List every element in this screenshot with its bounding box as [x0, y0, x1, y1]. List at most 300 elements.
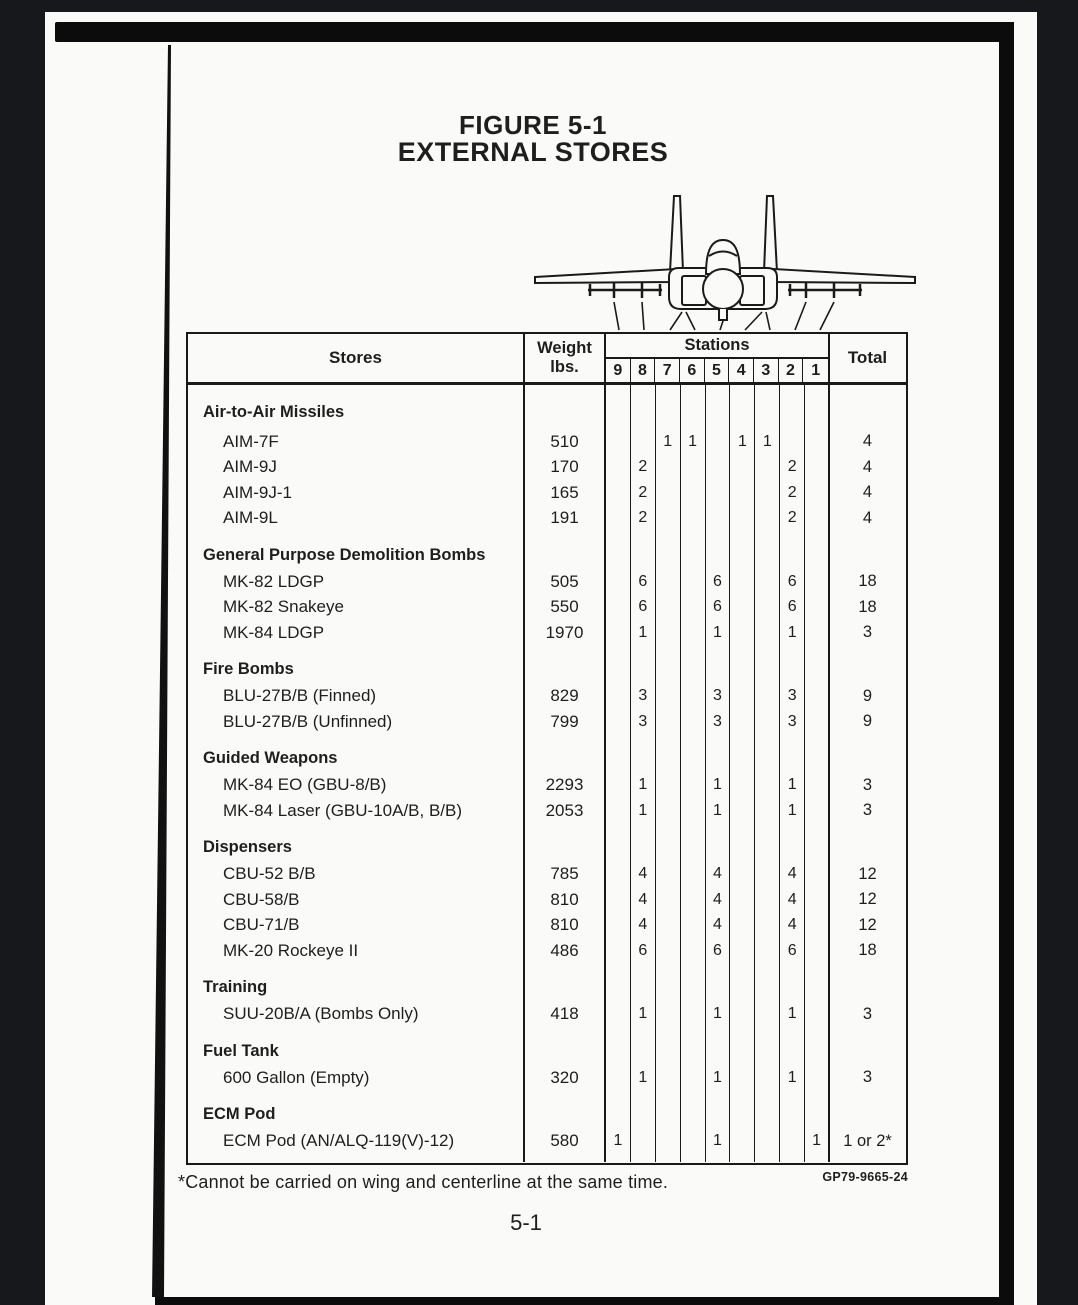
station-cell — [681, 1065, 706, 1091]
total-cell — [830, 385, 905, 429]
station-cell: 6 — [631, 595, 656, 621]
station-cell — [730, 684, 755, 710]
station-cell — [730, 569, 755, 595]
station-cell: 4 — [780, 913, 805, 939]
station-cell — [730, 531, 755, 569]
weight-header-line2: lbs. — [550, 358, 579, 376]
station-cell — [606, 595, 631, 621]
station-cell — [805, 595, 830, 621]
station-cell: 1 — [706, 1065, 731, 1091]
station-cell — [606, 385, 631, 429]
station-cell — [606, 1002, 631, 1028]
station-column-header: 1 — [811, 361, 821, 379]
station-cell — [805, 773, 830, 799]
category-label: Air-to-Air Missiles — [188, 385, 525, 429]
store-item-row — [188, 620, 906, 646]
station-cell — [755, 824, 780, 862]
station-cell — [606, 1065, 631, 1091]
total-cell — [830, 1027, 905, 1065]
station-cell — [755, 862, 780, 888]
store-item-row — [188, 429, 906, 455]
weight-cell — [525, 1027, 606, 1065]
station-cell — [681, 506, 706, 532]
station-cell — [805, 824, 830, 862]
stores-column-header: Stores — [188, 334, 525, 382]
station-cell: 2 — [631, 480, 656, 506]
station-cell — [805, 862, 830, 888]
station-cell — [656, 862, 681, 888]
category-row — [188, 964, 906, 1002]
station-cell — [780, 429, 805, 455]
station-cell — [805, 531, 830, 569]
station-cell — [681, 964, 706, 1002]
station-cell — [656, 938, 681, 964]
station-cell: 1 — [805, 1129, 830, 1155]
station-cell — [805, 385, 830, 429]
station-cell — [656, 1002, 681, 1028]
total-cell: 9 — [862, 686, 873, 705]
station-cell: 1 — [780, 773, 805, 799]
store-label: AIM-9J-1 — [188, 480, 525, 506]
category-label: Training — [188, 964, 525, 1002]
station-cell — [681, 595, 706, 621]
station-cell — [755, 1154, 780, 1162]
weight-cell: 1970 — [525, 620, 606, 646]
store-item-row — [188, 506, 906, 532]
category-row — [188, 646, 906, 684]
station-cell — [755, 1129, 780, 1155]
station-cell — [706, 1027, 731, 1065]
station-cell — [681, 620, 706, 646]
total-cell — [830, 735, 905, 773]
station-cell: 1 — [631, 773, 656, 799]
station-cell: 4 — [780, 887, 805, 913]
station-cell — [681, 938, 706, 964]
weight-cell: 510 — [525, 429, 606, 455]
category-row — [188, 735, 906, 773]
station-cell — [706, 1154, 731, 1162]
weight-column-header — [525, 334, 606, 382]
store-label: ECM Pod (AN/ALQ-119(V)-12) — [188, 1129, 525, 1155]
figure-title — [180, 112, 886, 166]
station-cell — [805, 964, 830, 1002]
weight-cell: 2053 — [525, 798, 606, 824]
station-column-header: 8 — [631, 359, 656, 382]
station-column-header: 9 — [606, 359, 631, 382]
station-cell — [755, 887, 780, 913]
station-cell — [656, 595, 681, 621]
station-cell — [780, 1027, 805, 1065]
total-cell: 3 — [862, 1004, 873, 1023]
station-cell — [805, 735, 830, 773]
station-cell — [656, 569, 681, 595]
weight-header-line1: Weight — [537, 339, 592, 357]
station-cell — [730, 506, 755, 532]
total-cell: 12 — [858, 915, 877, 934]
footnote: *Cannot be carried on wing and centerline at the same time. — [178, 1172, 669, 1192]
station-cell — [805, 1002, 830, 1028]
table-body — [188, 385, 906, 1162]
store-label: CBU-71/B — [188, 913, 525, 939]
station-cell: 1 — [780, 1065, 805, 1091]
station-cell — [656, 1129, 681, 1155]
category-label: Dispensers — [188, 824, 525, 862]
store-label: MK-82 Snakeye — [188, 595, 525, 621]
total-cell: 12 — [858, 864, 877, 883]
scan-edge-right — [999, 22, 1014, 1305]
weight-cell — [525, 1091, 606, 1129]
station-cell — [730, 735, 755, 773]
total-cell: 9 — [862, 712, 873, 731]
store-label: MK-84 EO (GBU-8/B) — [188, 773, 525, 799]
station-cell — [755, 913, 780, 939]
station-cell — [606, 429, 631, 455]
station-cell: 1 — [631, 1002, 656, 1028]
store-item-row — [188, 1129, 906, 1155]
stations-column-group-header — [606, 334, 830, 382]
station-cell — [730, 824, 755, 862]
station-cell — [730, 1065, 755, 1091]
category-row — [188, 1091, 906, 1129]
station-cell — [606, 938, 631, 964]
station-cell: 3 — [631, 684, 656, 710]
station-cell: 1 — [706, 1129, 731, 1155]
stations-header-label: Stations — [606, 334, 828, 359]
station-cell — [656, 1154, 681, 1162]
store-item-row — [188, 913, 906, 939]
station-cell — [656, 735, 681, 773]
station-cell — [656, 798, 681, 824]
station-cell — [656, 385, 681, 429]
station-cell — [805, 429, 830, 455]
station-cell — [606, 569, 631, 595]
scan-edge-bottom — [155, 1297, 1010, 1305]
station-cell — [681, 480, 706, 506]
total-cell: 18 — [858, 597, 877, 616]
total-cell: 12 — [858, 890, 877, 909]
category-row — [188, 385, 906, 429]
weight-cell: 170 — [525, 455, 606, 481]
station-cell — [681, 1129, 706, 1155]
station-cell — [805, 1091, 830, 1129]
category-label: Guided Weapons — [188, 735, 525, 773]
station-cell — [656, 824, 681, 862]
station-cell: 6 — [780, 938, 805, 964]
station-cell: 3 — [780, 684, 805, 710]
station-cell — [656, 684, 681, 710]
weight-cell: 2293 — [525, 773, 606, 799]
station-cell — [606, 455, 631, 481]
weight-cell — [525, 385, 606, 429]
document-control-number: GP79-9665-24 — [822, 1170, 908, 1184]
weight-cell — [525, 531, 606, 569]
station-column-header: 3 — [754, 359, 779, 382]
station-cell — [706, 735, 731, 773]
station-cell — [606, 1154, 631, 1162]
store-label: BLU-27B/B (Finned) — [188, 684, 525, 710]
category-label: General Purpose Demolition Bombs — [188, 531, 525, 569]
station-cell — [730, 1002, 755, 1028]
station-cell: 1 — [631, 1065, 656, 1091]
station-cell — [681, 455, 706, 481]
store-item-row — [188, 569, 906, 595]
weight-cell: 580 — [525, 1129, 606, 1155]
station-cell — [805, 480, 830, 506]
station-cell — [656, 620, 681, 646]
station-cell — [730, 620, 755, 646]
store-item-row — [188, 862, 906, 888]
station-cell: 1 — [706, 773, 731, 799]
station-cell — [681, 1091, 706, 1129]
station-cell — [730, 913, 755, 939]
station-cell — [780, 646, 805, 684]
station-cell — [606, 531, 631, 569]
station-cell — [681, 569, 706, 595]
station-cell — [805, 646, 830, 684]
station-cell — [805, 569, 830, 595]
store-label: MK-20 Rockeye II — [188, 938, 525, 964]
station-cell — [606, 913, 631, 939]
station-cell — [755, 595, 780, 621]
station-cell — [730, 964, 755, 1002]
station-cell — [755, 798, 780, 824]
station-cell — [755, 385, 780, 429]
station-cell: 3 — [706, 684, 731, 710]
station-cell — [755, 531, 780, 569]
station-cell — [681, 913, 706, 939]
station-cell — [730, 773, 755, 799]
station-cell — [805, 938, 830, 964]
station-cell — [681, 798, 706, 824]
station-cell — [631, 1154, 656, 1162]
station-cell — [606, 798, 631, 824]
weight-cell: 505 — [525, 569, 606, 595]
station-column-header: 7 — [655, 359, 680, 382]
station-cell — [631, 531, 656, 569]
page-number: 5-1 — [510, 1210, 542, 1235]
store-label: CBU-58/B — [188, 887, 525, 913]
station-cell — [606, 620, 631, 646]
station-cell — [706, 506, 731, 532]
station-cell: 4 — [631, 862, 656, 888]
weight-cell — [525, 824, 606, 862]
station-cell — [656, 1027, 681, 1065]
station-cell — [730, 595, 755, 621]
station-cell: 4 — [780, 862, 805, 888]
station-cell: 1 — [681, 429, 706, 455]
station-cell — [681, 1002, 706, 1028]
store-item-row — [188, 1065, 906, 1091]
station-cell — [755, 709, 780, 735]
store-item-row — [188, 1002, 906, 1028]
weight-cell: 785 — [525, 862, 606, 888]
total-cell: 4 — [862, 508, 873, 527]
station-cell — [730, 480, 755, 506]
station-cell — [631, 1091, 656, 1129]
stores-cell — [188, 1154, 525, 1162]
station-cell — [755, 684, 780, 710]
station-cell — [606, 862, 631, 888]
station-cell — [755, 506, 780, 532]
station-cell: 6 — [780, 595, 805, 621]
station-cell — [631, 824, 656, 862]
station-cell: 1 — [631, 620, 656, 646]
station-cell — [656, 455, 681, 481]
figure-number: FIGURE 5-1 — [458, 110, 608, 140]
station-cell: 3 — [706, 709, 731, 735]
station-cell — [656, 646, 681, 684]
station-cell — [606, 964, 631, 1002]
document-page — [45, 12, 1037, 1305]
store-label: 600 Gallon (Empty) — [188, 1065, 525, 1091]
figure-caption: EXTERNAL STORES — [397, 137, 669, 167]
external-stores-table — [186, 332, 908, 1165]
station-cell — [606, 709, 631, 735]
total-cell: 3 — [862, 775, 873, 794]
station-cell — [805, 913, 830, 939]
station-cell: 1 — [780, 1002, 805, 1028]
weight-cell: 550 — [525, 595, 606, 621]
station-cell — [755, 1065, 780, 1091]
category-row — [188, 531, 906, 569]
total-cell: 18 — [858, 941, 877, 960]
station-cell — [755, 646, 780, 684]
station-cell — [706, 385, 731, 429]
station-cell: 6 — [780, 569, 805, 595]
station-cell: 1 — [606, 1129, 631, 1155]
station-cell — [606, 735, 631, 773]
total-cell: 18 — [858, 572, 877, 591]
f15-front-view-aircraft-icon — [530, 184, 920, 334]
station-cell — [755, 1027, 780, 1065]
station-cell — [730, 862, 755, 888]
station-cell: 1 — [706, 620, 731, 646]
weight-cell: 810 — [525, 887, 606, 913]
station-cell — [730, 1129, 755, 1155]
station-cell — [730, 1027, 755, 1065]
total-cell — [830, 1154, 905, 1162]
category-row — [188, 1027, 906, 1065]
total-cell — [830, 1091, 905, 1129]
total-cell — [830, 531, 905, 569]
station-cell — [780, 1091, 805, 1129]
weight-cell: 799 — [525, 709, 606, 735]
station-cell: 1 — [730, 429, 755, 455]
store-item-row — [188, 455, 906, 481]
station-cell: 3 — [780, 709, 805, 735]
station-cell — [681, 646, 706, 684]
station-cell — [631, 646, 656, 684]
store-item-row — [188, 773, 906, 799]
station-cell: 6 — [706, 938, 731, 964]
total-cell: 4 — [862, 457, 873, 476]
station-cell — [780, 824, 805, 862]
station-cell — [706, 646, 731, 684]
station-cell: 2 — [780, 506, 805, 532]
station-cell — [631, 1027, 656, 1065]
weight-cell: 810 — [525, 913, 606, 939]
station-cell — [755, 964, 780, 1002]
station-cell — [631, 429, 656, 455]
station-cell — [730, 1091, 755, 1129]
station-cell: 2 — [631, 455, 656, 481]
station-cell — [656, 480, 681, 506]
station-cell — [706, 455, 731, 481]
station-cell — [780, 531, 805, 569]
station-cell — [606, 824, 631, 862]
station-cell — [706, 824, 731, 862]
station-cell: 1 — [780, 798, 805, 824]
store-label: MK-82 LDGP — [188, 569, 525, 595]
station-cell — [780, 1129, 805, 1155]
weight-cell — [525, 1154, 606, 1162]
station-cell — [631, 385, 656, 429]
station-cell — [755, 455, 780, 481]
store-item-row — [188, 480, 906, 506]
station-cell: 6 — [631, 569, 656, 595]
weight-cell — [525, 735, 606, 773]
station-cell — [656, 913, 681, 939]
station-cell — [805, 620, 830, 646]
station-cell — [805, 709, 830, 735]
weight-cell — [525, 964, 606, 1002]
station-cell: 4 — [631, 887, 656, 913]
station-cell — [805, 1154, 830, 1162]
station-cell — [681, 824, 706, 862]
station-cell: 2 — [780, 455, 805, 481]
station-cell — [631, 964, 656, 1002]
total-cell: 3 — [862, 623, 873, 642]
station-cell — [681, 862, 706, 888]
station-cell — [606, 480, 631, 506]
station-cell — [631, 735, 656, 773]
station-cell — [656, 709, 681, 735]
station-column-header: 5 — [705, 359, 730, 382]
station-cell: 6 — [706, 595, 731, 621]
station-cell — [706, 480, 731, 506]
station-cell — [805, 798, 830, 824]
station-cell — [755, 620, 780, 646]
station-cell — [681, 385, 706, 429]
total-cell: 3 — [862, 801, 873, 820]
station-cell — [681, 709, 706, 735]
station-cell — [706, 1091, 731, 1129]
station-cell — [606, 887, 631, 913]
station-cell — [681, 1027, 706, 1065]
station-cell — [730, 798, 755, 824]
category-label: Fuel Tank — [188, 1027, 525, 1065]
station-cell: 6 — [706, 569, 731, 595]
station-cell — [656, 1065, 681, 1091]
weight-cell: 320 — [525, 1065, 606, 1091]
station-cell — [606, 506, 631, 532]
store-label: SUU-20B/A (Bombs Only) — [188, 1002, 525, 1028]
store-label: AIM-7F — [188, 429, 525, 455]
total-cell: 4 — [862, 483, 873, 502]
station-cell — [805, 1027, 830, 1065]
station-cell — [681, 684, 706, 710]
station-cell — [606, 773, 631, 799]
store-item-row — [188, 709, 906, 735]
station-cell — [780, 1154, 805, 1162]
station-cell: 1 — [656, 429, 681, 455]
station-cell — [656, 773, 681, 799]
station-cell: 4 — [706, 862, 731, 888]
station-cell: 2 — [780, 480, 805, 506]
station-cell — [730, 455, 755, 481]
category-label: Fire Bombs — [188, 646, 525, 684]
station-cell — [730, 646, 755, 684]
